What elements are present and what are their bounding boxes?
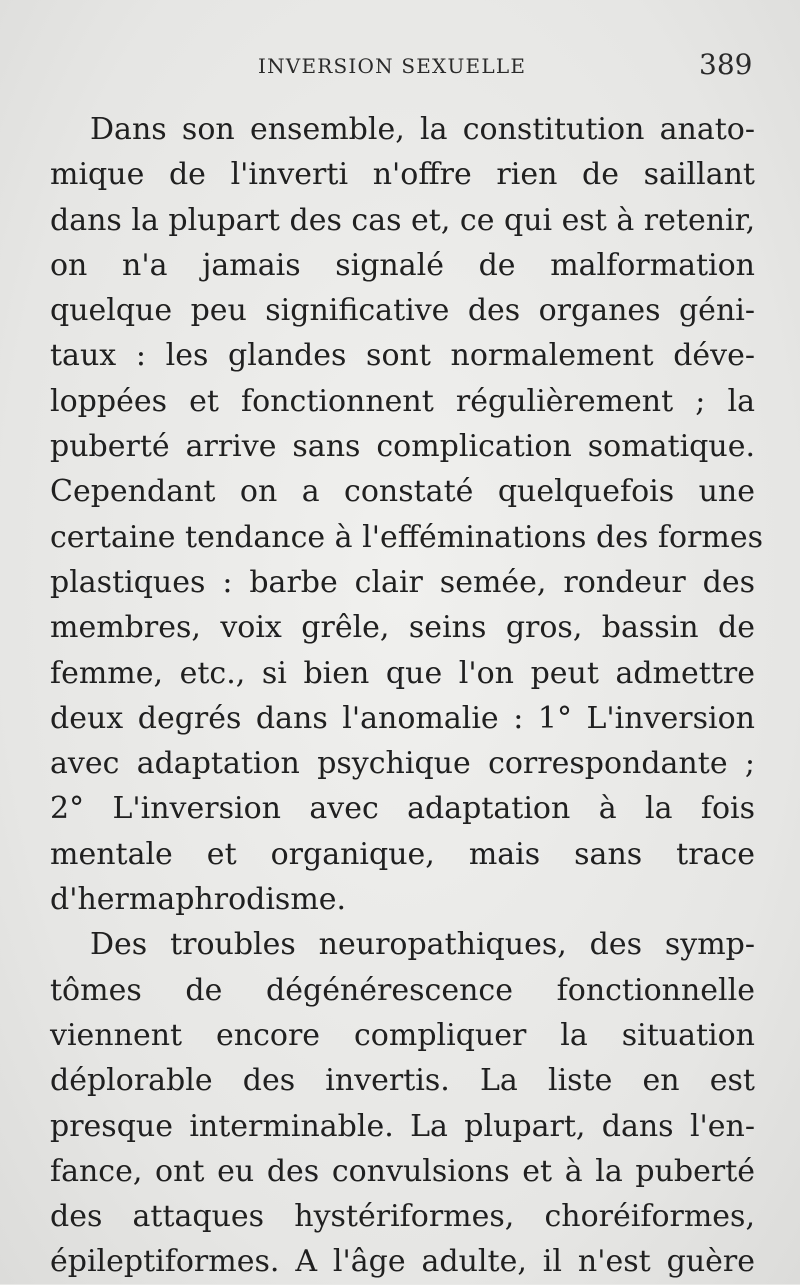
text-line: membres, voix grêle, seins gros, bassin de	[50, 610, 755, 646]
running-title: INVERSION SEXUELLE	[258, 54, 527, 78]
text-line: des attaques hystériformes, choréiformes,	[50, 1199, 755, 1235]
text-line: femme, etc., si bien que l'on peut admettre	[50, 655, 755, 691]
text-line: presque interminable. La plupart, dans l'en-	[50, 1108, 755, 1144]
text-line: loppées et fonctionnent régulièrement ; la	[50, 383, 755, 419]
text-line: mique de l'inverti n'offre rien de saillant	[50, 157, 755, 193]
text-line: fance, ont eu des convulsions et à la puberté	[50, 1153, 755, 1189]
text-line: d'hermaphrodisme.	[50, 882, 347, 918]
paragraph-2	[50, 922, 755, 1284]
page-header	[0, 48, 800, 84]
text-line: avec adaptation psychique correspondante ;	[50, 746, 755, 782]
text-line: Des troubles neuropathiques, des symp-	[90, 927, 755, 963]
text-line: déplorable des invertis. La liste en est	[50, 1063, 755, 1099]
text-line: taux : les glandes sont normalement déve-	[50, 338, 755, 374]
text-line: Dans son ensemble, la constitution anato-	[90, 112, 755, 147]
text-line: mentale et organique, mais sans trace	[50, 836, 755, 872]
text-line: on n'a jamais signalé de malformation	[50, 247, 755, 283]
body-text	[50, 107, 763, 1285]
text-line: tômes de dégénérescence fonctionnelle	[50, 972, 755, 1008]
text-line: épileptiformes. A l'âge adulte, il n'est guère	[50, 1244, 755, 1280]
text-line: 2° L'inversion avec adaptation à la fois	[50, 791, 755, 827]
text-line: plastiques : barbe clair semée, rondeur des	[50, 564, 755, 600]
text-line: Cependant on a constaté quelquefois une	[50, 474, 755, 510]
text-line: viennent encore compliquer la situation	[50, 1017, 755, 1053]
paragraph-1	[50, 107, 763, 922]
text-line: deux degrés dans l'anomalie : 1° L'inversion	[50, 700, 755, 736]
text-line: puberté arrive sans complication somatique.	[50, 429, 755, 465]
text-line: certaine tendance à l'efféminations des formes	[50, 519, 763, 555]
page-number: 389	[699, 48, 753, 81]
text-line: quelque peu significative des organes géni-	[50, 293, 755, 329]
text-line: dans la plupart des cas et, ce qui est à retenir,	[50, 202, 756, 238]
